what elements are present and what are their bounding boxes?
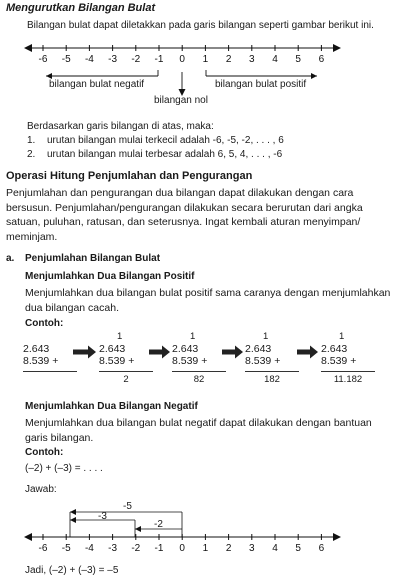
list-item-1: urutan bilangan mulai terkecil adalah -6, -5, -2, . . . , 6 — [47, 135, 284, 146]
addend-top: 2.643 — [23, 343, 50, 355]
number-line-label: 4 — [272, 54, 278, 65]
number-line-label: 6 — [318, 54, 325, 65]
conclusion-intro: Berdasarkan garis bilangan di atas, maka: — [27, 121, 214, 132]
partial-sum: 2 — [123, 374, 129, 385]
partial-sum: 182 — [264, 374, 280, 385]
number-line-label: -1 — [154, 54, 164, 65]
list-num-1: 1. — [27, 135, 36, 146]
arrow-label-second: -2 — [154, 519, 163, 530]
number-line-label: -5 — [61, 54, 71, 65]
number-line-label: -1 — [154, 543, 164, 554]
carry-digit: 1 — [339, 331, 345, 342]
number-line-label: 2 — [225, 543, 232, 554]
carry-digit: 1 — [190, 331, 196, 342]
example-expression: (–2) + (–3) = . . . . — [25, 463, 103, 474]
number-line-label: -3 — [108, 54, 118, 65]
addend-bottom: 8.539 + — [172, 355, 208, 367]
number-line-label: 0 — [179, 543, 185, 554]
number-line-label: -5 — [61, 543, 71, 554]
example-label-1: Contoh: — [25, 318, 64, 329]
subsection-letter-a: a. — [6, 253, 15, 264]
operations-line: meminjam. — [6, 230, 58, 243]
positive-line: Menjumlahkan dua bilangan bulat positif sama caranya dengan menjumlahkan — [25, 287, 391, 299]
answer-label: Jawab: — [25, 484, 57, 495]
partial-sum: 82 — [193, 374, 205, 385]
number-line-label: 5 — [295, 543, 301, 554]
list-num-2: 2. — [27, 149, 36, 160]
label-positive: bilangan bulat positif — [215, 79, 307, 90]
number-line-label: 0 — [179, 54, 185, 65]
label-negative: bilangan bulat negatif — [49, 79, 145, 90]
number-line-label: 1 — [202, 54, 209, 65]
section-title-ordering: Mengurutkan Bilangan Bulat — [6, 2, 156, 14]
operations-line: satuan, puluhan, ratusan, dan seterusnya. Ingat kembali aturan menyimpan/ — [6, 216, 361, 229]
operations-line: bersusun. Penjumlahan/pengurangan dilakukan secara berurutan dari angka — [6, 201, 363, 214]
number-line-label: 6 — [318, 543, 325, 554]
subsection-title-a: Penjumlahan Bilangan Bulat — [25, 253, 161, 264]
number-line-label: -6 — [38, 54, 48, 65]
number-line-label: -4 — [84, 54, 94, 65]
label-zero: bilangan nol — [154, 95, 208, 106]
list-item-2: urutan bilangan mulai terbesar adalah 6, 5, 4, . . . , -6 — [47, 149, 283, 160]
addend-bottom: 8.539 + — [99, 355, 135, 367]
negative-title: Menjumlahkan Dua Bilangan Negatif — [25, 401, 198, 412]
positive-title: Menjumlahkan Dua Bilangan Positif — [25, 271, 195, 282]
number-line-label: 1 — [202, 543, 209, 554]
operations-line: Penjumlahan dan pengurangan dua bilangan dapat dilakukan dengan cara — [6, 187, 354, 199]
partial-sum: 11.182 — [333, 374, 363, 385]
addend-bottom: 8.539 + — [23, 355, 59, 367]
positive-line: dua bilangan cacah. — [25, 301, 119, 314]
number-line-label: -2 — [131, 543, 141, 554]
addend-bottom: 8.539 + — [321, 355, 357, 367]
addend-top: 2.643 — [172, 343, 199, 355]
final-answer: Jadi, (–2) + (–3) = –5 — [25, 565, 119, 576]
negative-line: garis bilangan. — [25, 431, 94, 444]
section-title-operations: Operasi Hitung Penjumlahan dan Pengurangan — [6, 170, 253, 182]
number-line-label: -4 — [84, 543, 94, 554]
carry-digit: 1 — [263, 331, 269, 342]
carry-digit: 1 — [117, 331, 123, 342]
arrow-label-first: -3 — [98, 511, 107, 522]
number-line-label: 5 — [295, 54, 301, 65]
addend-top: 2.643 — [321, 343, 348, 355]
addend-top: 2.643 — [245, 343, 272, 355]
arrow-label-total: -5 — [123, 501, 132, 512]
ordering-intro: Bilangan bulat dapat diletakkan pada garis bilangan seperti gambar berikut ini. — [27, 20, 374, 31]
number-line-label: 2 — [225, 54, 232, 65]
number-line-label: 3 — [249, 54, 255, 65]
example-label-2: Contoh: — [25, 447, 64, 458]
addend-bottom: 8.539 + — [245, 355, 281, 367]
number-line-label: 3 — [249, 543, 255, 554]
number-line-label: -2 — [131, 54, 141, 65]
negative-line: Menjumlahkan dua bilangan bulat negatif dapat dilakukan dengan bantuan — [25, 417, 372, 429]
addend-top: 2.643 — [99, 343, 126, 355]
number-line-label: -6 — [38, 543, 48, 554]
number-line-label: 4 — [272, 543, 278, 554]
number-line-label: -3 — [108, 543, 118, 554]
